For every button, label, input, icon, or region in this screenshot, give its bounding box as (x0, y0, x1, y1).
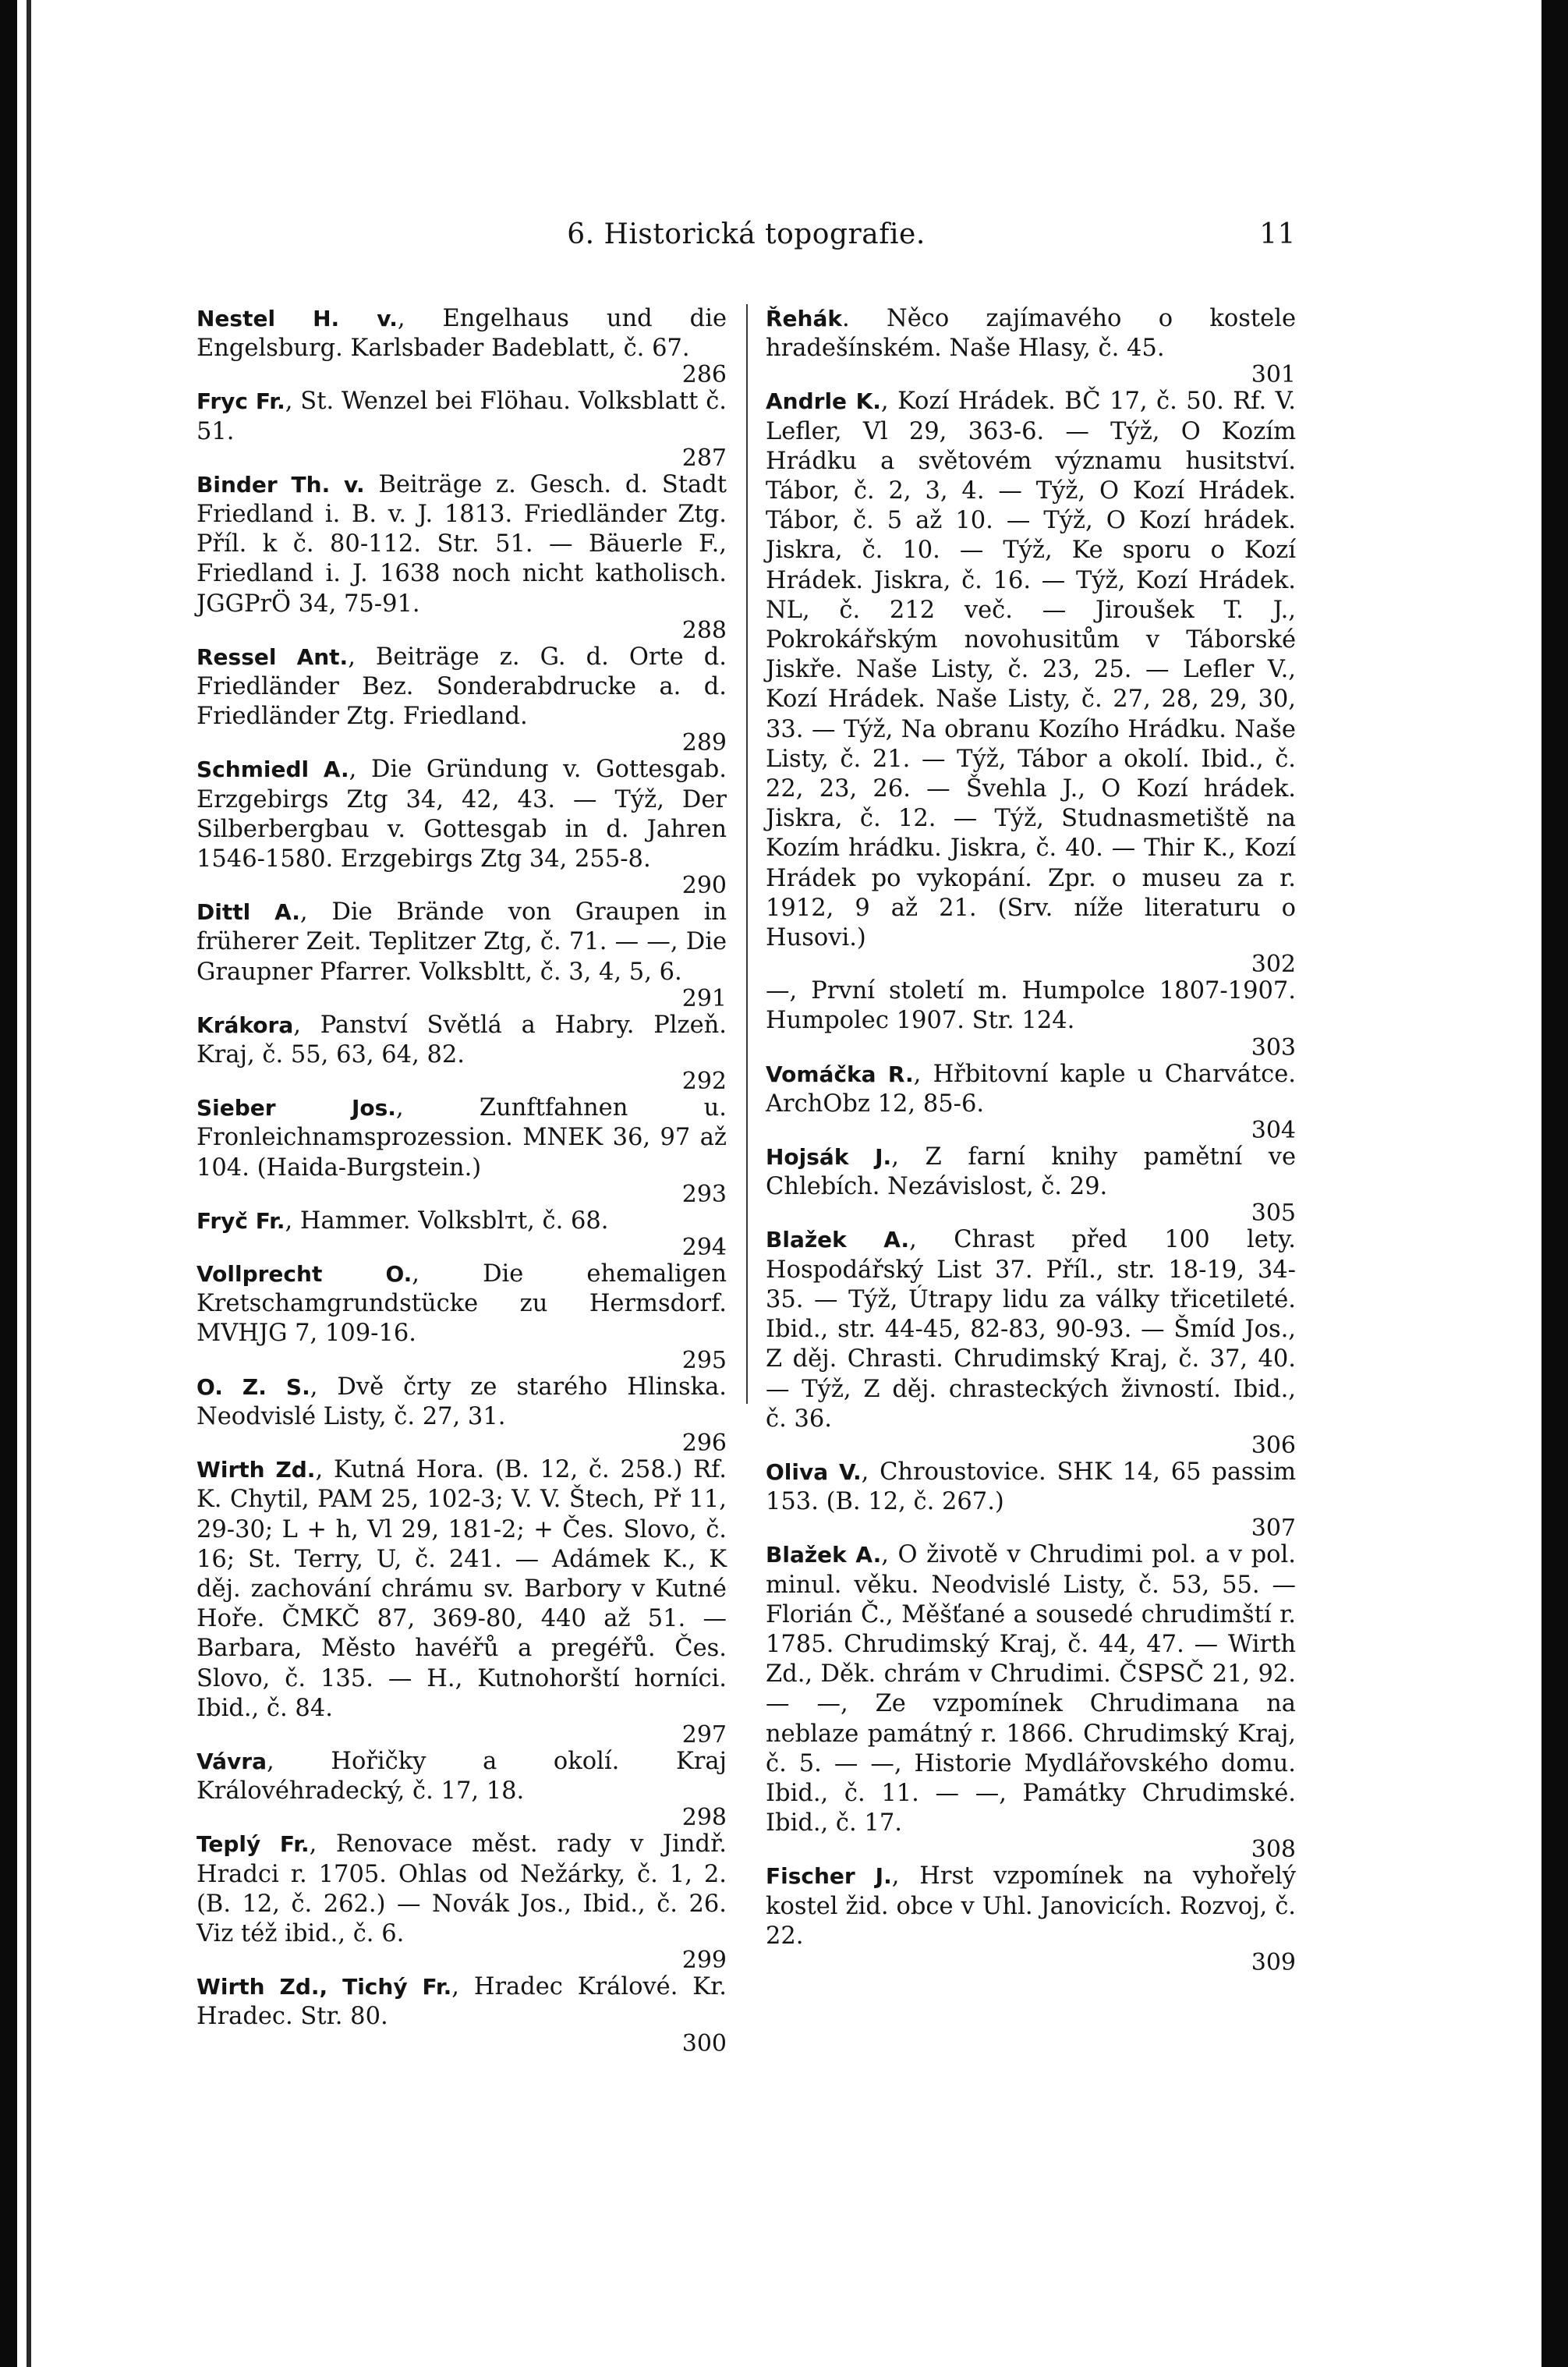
entry-author: O. Z. S. (196, 1373, 310, 1400)
entry-number: 298 (681, 1804, 727, 1832)
entry-author: Fryč Fr. (196, 1207, 285, 1234)
bibliography-entry (196, 470, 727, 643)
entry-number: 305 (1251, 1199, 1296, 1228)
bibliography-entry (766, 1458, 1296, 1543)
entry-text: , O životě v Chrudimi pol. a v pol. minul. věku. Neodvislé Listy, č. 53, 55. — Florián Č., Měšťané a sousedé chrudimští r. 1785. Chrudimský Kraj, č. 44, 47. — Wirth Zd., Děk. chrám v Chrudimi. ČSPSČ 21, 92. — —, Ze vzpomínek Chrudimana na neblaze památný r. 1866. Chrudimský Kraj, č. 5. — —, Historie Mydlářovského domu. Ibid., č. 11. — —, Památky Chrudimské. Ibid., č. 17. (766, 1541, 1296, 1837)
entry-text: , Engelhaus und die Engelsburg. Karlsbader Badeblatt, č. 67. (196, 305, 727, 363)
left-column (196, 304, 727, 2056)
entry-text: , St. Wenzel bei Flöhau. Volksblatt č. 51. (196, 388, 727, 445)
entry-text: , Die Gründung v. Gottesgab. Erzgebirgs Ztg 34, 42, 43. — Týž, Der Silberbergbau v. Gottesgab in d. Jahren 1546-1580. Erzgebirgs Ztg 34, 255-8. (196, 756, 727, 873)
entry-author: Fryc Fr. (196, 388, 285, 415)
bibliography-entry (766, 304, 1296, 387)
entry-author: Nestel H. v. (196, 306, 398, 331)
bibliography-entry (196, 1455, 727, 1747)
entry-text: , Beiträge z. G. d. Orte d. Friedländer Bez. Sonderabdrucke a. d. Friedländer Ztg. Friedland. (196, 643, 727, 731)
entry-number: 289 (681, 729, 727, 757)
entry-number: 294 (681, 1234, 727, 1262)
entry-author: Hojsák J. (766, 1144, 892, 1171)
entry-number: 309 (1251, 1948, 1296, 1976)
bibliography-entry (766, 387, 1297, 979)
entry-number: 299 (681, 1947, 727, 1975)
bibliography-entry (196, 1373, 727, 1458)
document-page (196, 218, 1296, 2056)
entry-text: , Dvě črty ze starého Hlinska. Neodvislé Listy, č. 27, 31. (196, 1373, 727, 1430)
entry-author: Oliva V. (766, 1458, 862, 1485)
entry-text: , Hořičky a okolí. Kraj Královéhradecký, č. 17, 18. (196, 1747, 727, 1805)
bibliography-entry (766, 1143, 1296, 1228)
entry-author: Vávra (196, 1748, 267, 1774)
entry-number: 306 (1251, 1431, 1296, 1459)
scan-border-left-inner (27, 0, 31, 2367)
bibliography-entry (196, 387, 727, 470)
entry-number: 293 (681, 1180, 727, 1208)
entry-text: , Hradec Králové. Kr. Hradec. Str. 80. (196, 1973, 727, 2031)
bibliography-entry (766, 1862, 1296, 1975)
entry-text: , Die ehemaligen Kretschamgrundstücke zu Hermsdorf. MVHJG 7, 109-16. (196, 1260, 727, 1348)
entry-text: , Renovace měst. rady v Jindř. Hradci r. 1705. Ohlas od Nežárky, č. 1, 2. (B. 12, č. 262.) — Novák Jos., Ibid., č. 26. Viz též ibid., č. 6. (196, 1830, 727, 1947)
bibliography-entry (196, 304, 727, 387)
entry-text: , Hrst vzpomínek na vyhořelý kostel žid. obce v Uhl. Janovicích. Rozvoj, č. 22. (766, 1862, 1296, 1950)
entry-number: 288 (681, 616, 727, 644)
entry-number: 292 (681, 1068, 727, 1096)
bibliography-entry (196, 1747, 727, 1830)
entry-author: Wirth Zd. (196, 1457, 316, 1483)
scan-border-left (0, 0, 17, 2367)
entry-number: 307 (1251, 1515, 1296, 1543)
entry-number: 295 (681, 1346, 727, 1374)
two-column-body (196, 304, 1296, 2056)
entry-text: , Chroustovice. SHK 14, 65 passim 153. (B. 12, č. 267.) (766, 1458, 1296, 1516)
entry-author: Blažek A. (766, 1227, 910, 1253)
bibliography-entry (196, 1093, 727, 1207)
entry-author: Blažek A. (766, 1542, 882, 1568)
entry-number: 296 (681, 1430, 727, 1458)
entry-number: 287 (681, 444, 727, 472)
bibliography-entry (196, 1830, 727, 1975)
right-column (766, 304, 1296, 2056)
entry-author: Vomáčka R. (766, 1061, 914, 1087)
bibliography-entry (766, 1540, 1296, 1862)
entry-author: Teplý Fr. (196, 1831, 310, 1858)
bibliography-entry (196, 1207, 727, 1260)
entry-number: 297 (681, 1720, 727, 1749)
entry-text: , Chrast před 100 lety. Hospodářský List 37. Příl., str. 18-19, 34-35. — Týž, Útrapy lidu za války třicetileté. Ibid., str. 44-45, 82-83, 90-93. — Šmíd Jos., Z děj. Chrasti. Chrudimský Kraj, č. 37, 40. — Týž, Z děj. chrasteckých živností. Ibid., č. 36. (766, 1226, 1296, 1433)
entry-number: 290 (681, 872, 727, 900)
bibliography-entry (196, 1972, 727, 2055)
entry-number: 291 (681, 984, 727, 1012)
entry-number: 300 (681, 2029, 727, 2057)
bibliography-entry (766, 976, 1296, 1059)
entry-author: Krákora (196, 1012, 294, 1038)
bibliography-entry (766, 1060, 1296, 1143)
entry-text: , Panství Světlá a Habry. Plzeň. Kraj, č. 55, 63, 64, 82. (196, 1011, 727, 1069)
page-title: 6. Historická topografie. (567, 218, 926, 250)
entry-text: Beiträge z. Gesch. d. Stadt Friedland i. B. v. J. 1813. Friedländer Ztg. Příl. k č. 80-112. Str. 51. — Bäuerle F., Friedland i. J. 1638 noch nicht katholisch. JGGPrÖ 34, 75-91. (196, 470, 727, 618)
entry-text: , Hammer. Volksblтt, č. 68. (285, 1207, 609, 1235)
entry-text: —, První století m. Humpolce 1807-1907. Humpolec 1907. Str. 124. (766, 977, 1296, 1035)
entry-number: 301 (1251, 361, 1296, 389)
entry-text: , Kutná Hora. (B. 12, č. 258.) Rf. K. Chytil, PAM 25, 102-3; V. V. Štech, Př 11, 29-30; L + h, Vl 29, 181-2; + Čes. Slovo, č. 16; St. Terry, U, č. 241. — Adámek K., K děj. zachování chrámu sv. Barbory v Kutné Hoře. ČMKČ 87, 369-80, 440 až 51. — Barbara, Město havéřů a pregéřů. Čes. Slovo, č. 135. — H., Kutnohorští horníci. Ibid., č. 84. (196, 1456, 727, 1722)
entry-author: Schmiedl A. (196, 757, 349, 783)
entry-author: Ressel Ant. (196, 643, 349, 670)
entry-author: Wirth Zd., Tichý Fr. (196, 1974, 452, 2000)
bibliography-entry (196, 643, 727, 756)
entry-author: Andrle K. (766, 388, 881, 415)
entry-number: 303 (1251, 1033, 1296, 1061)
entry-number: 302 (1251, 951, 1296, 979)
entry-text: , Hřbitovní kaple u Charvátce. ArchObz 12, 85-6. (766, 1060, 1296, 1118)
entry-author: Dittl A. (196, 899, 300, 926)
entry-text: , Zunftfahnen u. Fronleichnamsprozession. MNEK 36, 97 až 104. (Haida-Burgstein.) (196, 1094, 727, 1182)
bibliography-entry (196, 755, 727, 898)
running-head (196, 218, 1296, 265)
column-divider (746, 304, 748, 1404)
bibliography-entry (766, 1225, 1296, 1457)
bibliography-entry (196, 898, 727, 1011)
entry-text: , Die Brände von Graupen in früherer Zeit. Teplitzer Ztg, č. 71. — —, Die Graupner Pfarrer. Volksbltt, č. 3, 4, 5, 6. (196, 898, 727, 986)
entry-author: Řehák (766, 306, 842, 331)
entry-number: 304 (1251, 1117, 1296, 1145)
entry-author: Binder Th. v. (196, 471, 365, 498)
bibliography-entry (196, 1260, 727, 1373)
entry-text: . Něco zajímavého o kostele hradešínském. Naše Hlasy, č. 45. (766, 305, 1296, 363)
scan-border-right (1541, 0, 1568, 2367)
page-number: 11 (1259, 218, 1296, 250)
entry-author: Vollprecht O. (196, 1261, 412, 1288)
bibliography-entry (196, 1011, 727, 1096)
entry-text: , Kozí Hrádek. BČ 17, č. 50. Rf. V. Lefler, Vl 29, 363-6. — Týž, O Kozím Hrádku a světovém významu husitství. Tábor, č. 2, 3, 4. — Týž, O Kozí Hrádek. Tábor, č. 5 až 10. — Týž, O Kozí hrádek. Jiskra, č. 10. — Týž, Ke sporu o Kozí Hrádek. Jiskra, č. 16. — Týž, Kozí Hrádek. NL, č. 212 več. — Jiroušek T. J., Pokrokářským novohusitům v Táborské Jiskře. Naše Listy, č. 23, 25. — Lefler V., Kozí Hrádek. Naše Listy, č. 27, 28, 29, 30, 33. — Týž, Na obranu Kozího Hrádku. Naše Listy, č. 21. — Týž, Tábor a okolí. Ibid., č. 22, 23, 26. — Švehla J., O Kozí hrádek. Jiskra, č. 12. — Týž, Studnasmetiště na Kozím hrádku. Jiskra, č. 40. — Thir K., Kozí Hrádek po vykopání. Zpr. o museu za r. 1912, 9 až 21. (Srv. níže literaturu o Husovi.) (766, 388, 1297, 952)
entry-text: , Z farní knihy pamětní ve Chlebích. Nezávislost, č. 29. (766, 1143, 1296, 1201)
entry-number: 308 (1251, 1836, 1296, 1864)
entry-author: Fischer J. (766, 1863, 892, 1890)
entry-number: 286 (681, 361, 727, 389)
entry-author: Sieber Jos. (196, 1095, 396, 1121)
